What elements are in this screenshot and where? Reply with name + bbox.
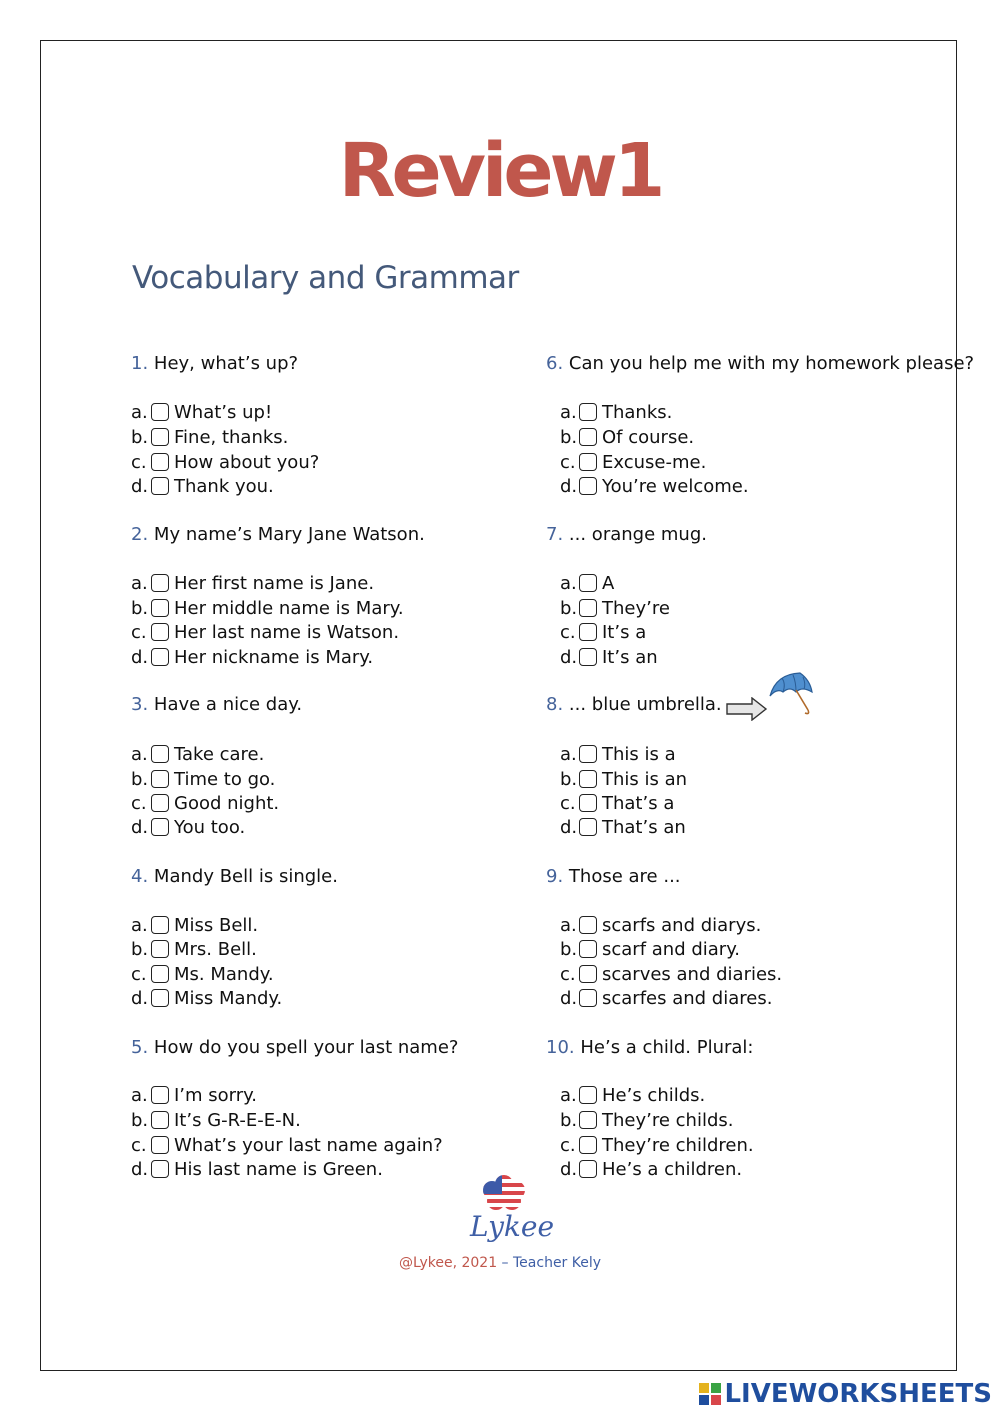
answer-checkbox[interactable] <box>151 1136 169 1154</box>
answer-checkbox[interactable] <box>579 599 597 617</box>
answer-checkbox[interactable] <box>579 965 597 983</box>
question-8 <box>546 694 722 715</box>
answer-checkbox[interactable] <box>151 745 169 763</box>
answer-checkbox[interactable] <box>151 1111 169 1129</box>
option-9d: d. scarfes and diares. <box>560 987 773 1009</box>
option-5a: a. I’m sorry. <box>131 1084 257 1106</box>
answer-checkbox[interactable] <box>579 1086 597 1104</box>
option-5b: b. It’s G-R-E-E-N. <box>131 1109 301 1131</box>
answer-checkbox[interactable] <box>579 477 597 495</box>
question-number: 4. <box>131 866 149 887</box>
option-5c: c. What’s your last name again? <box>131 1134 443 1156</box>
umbrella-icon <box>766 670 816 716</box>
liveworksheets-watermark <box>699 1379 992 1409</box>
option-4d: d. Miss Mandy. <box>131 987 283 1009</box>
answer-checkbox[interactable] <box>151 770 169 788</box>
answer-checkbox[interactable] <box>579 648 597 666</box>
option-2b: b. Her middle name is Mary. <box>131 597 404 619</box>
question-number: 9. <box>546 866 564 887</box>
watermark-text: LIVEWORKSHEETS <box>724 1379 992 1409</box>
question-number: 1. <box>131 353 149 374</box>
arrow-right-icon <box>726 697 768 721</box>
question-10 <box>546 1037 754 1058</box>
answer-checkbox[interactable] <box>151 428 169 446</box>
answer-checkbox[interactable] <box>151 1086 169 1104</box>
question-text: Can you help me with my homework please? <box>568 353 975 374</box>
answer-checkbox[interactable] <box>579 1160 597 1178</box>
question-text: Hey, what’s up? <box>153 353 299 374</box>
answer-checkbox[interactable] <box>579 623 597 641</box>
option-10c: c. They’re children. <box>560 1134 754 1156</box>
question-6 <box>546 353 974 374</box>
option-4c: c. Ms. Mandy. <box>131 963 274 985</box>
liveworksheets-logo-icon <box>699 1383 721 1405</box>
question-number: 5. <box>131 1037 149 1058</box>
option-8a: a. This is a <box>560 743 676 765</box>
answer-checkbox[interactable] <box>151 965 169 983</box>
question-text: Have a nice day. <box>153 694 303 715</box>
answer-checkbox[interactable] <box>151 916 169 934</box>
option-4a: a. Miss Bell. <box>131 914 259 936</box>
option-9b: b. scarf and diary. <box>560 938 741 960</box>
answer-checkbox[interactable] <box>579 453 597 471</box>
answer-checkbox[interactable] <box>151 1160 169 1178</box>
option-10b: b. They’re childs. <box>560 1109 734 1131</box>
option-7a: a. A <box>560 572 615 594</box>
option-10d: d. He’s a children. <box>560 1158 743 1180</box>
option-9c: c. scarves and diaries. <box>560 963 783 985</box>
answer-checkbox[interactable] <box>151 453 169 471</box>
question-number: 3. <box>131 694 149 715</box>
option-1d: d. Thank you. <box>131 475 274 497</box>
answer-checkbox[interactable] <box>151 403 169 421</box>
option-10a: a. He’s childs. <box>560 1084 706 1106</box>
question-1 <box>131 353 298 374</box>
question-text: How do you spell your last name? <box>153 1037 459 1058</box>
answer-checkbox[interactable] <box>579 940 597 958</box>
option-6b: b. Of course. <box>560 426 695 448</box>
question-text: ... blue umbrella. <box>568 694 722 715</box>
question-number: 2. <box>131 524 149 545</box>
option-4b: b. Mrs. Bell. <box>131 938 257 960</box>
option-8b: b. This is an <box>560 768 688 790</box>
option-2c: c. Her last name is Watson. <box>131 621 400 643</box>
question-text: Those are ... <box>568 866 681 887</box>
question-2 <box>131 524 425 545</box>
option-6c: c. Excuse-me. <box>560 451 707 473</box>
option-7c: c. It’s a <box>560 621 647 643</box>
option-6d: d. You’re welcome. <box>560 475 749 497</box>
credit-line: @Lykee, 2021 – Teacher Kely <box>398 1255 602 1271</box>
option-8d: d. That’s an <box>560 816 686 838</box>
answer-checkbox[interactable] <box>151 477 169 495</box>
answer-checkbox[interactable] <box>151 989 169 1007</box>
question-number: 6. <box>546 353 564 374</box>
page-title: Review1 <box>338 128 662 214</box>
question-3 <box>131 694 302 715</box>
question-number: 7. <box>546 524 564 545</box>
answer-checkbox[interactable] <box>579 794 597 812</box>
answer-checkbox[interactable] <box>151 940 169 958</box>
answer-checkbox[interactable] <box>579 818 597 836</box>
answer-checkbox[interactable] <box>579 770 597 788</box>
question-7 <box>546 524 707 545</box>
option-1a: a. What’s up! <box>131 401 273 423</box>
option-8c: c. That’s a <box>560 792 675 814</box>
brand-name: Lykee <box>470 1210 555 1243</box>
option-1c: c. How about you? <box>131 451 320 473</box>
option-5d: d. His last name is Green. <box>131 1158 383 1180</box>
option-7b: b. They’re <box>560 597 670 619</box>
answer-checkbox[interactable] <box>579 916 597 934</box>
option-3c: c. Good night. <box>131 792 280 814</box>
question-9 <box>546 866 681 887</box>
option-9a: a. scarfs and diarys. <box>560 914 762 936</box>
answer-checkbox[interactable] <box>151 648 169 666</box>
answer-checkbox[interactable] <box>151 818 169 836</box>
question-number: 8. <box>546 694 564 715</box>
answer-checkbox[interactable] <box>579 1111 597 1129</box>
flower-flag-logo-icon <box>476 1172 532 1212</box>
option-3a: a. Take care. <box>131 743 265 765</box>
answer-checkbox[interactable] <box>579 403 597 421</box>
option-2d: d. Her nickname is Mary. <box>131 646 374 668</box>
answer-checkbox[interactable] <box>151 574 169 592</box>
section-heading: Vocabulary and Grammar <box>132 260 519 296</box>
question-number: 10. <box>546 1037 575 1058</box>
option-3b: b. Time to go. <box>131 768 276 790</box>
option-2a: a. Her first name is Jane. <box>131 572 375 594</box>
answer-checkbox[interactable] <box>579 574 597 592</box>
answer-checkbox[interactable] <box>151 623 169 641</box>
question-text: Mandy Bell is single. <box>153 866 338 887</box>
answer-checkbox[interactable] <box>579 1136 597 1154</box>
question-4 <box>131 866 338 887</box>
question-5 <box>131 1037 458 1058</box>
answer-checkbox[interactable] <box>579 989 597 1007</box>
option-1b: b. Fine, thanks. <box>131 426 289 448</box>
answer-checkbox[interactable] <box>579 428 597 446</box>
question-text: ... orange mug. <box>568 524 707 545</box>
option-6a: a. Thanks. <box>560 401 673 423</box>
option-7d: d. It’s an <box>560 646 658 668</box>
answer-checkbox[interactable] <box>151 794 169 812</box>
answer-checkbox[interactable] <box>151 599 169 617</box>
question-text: My name’s Mary Jane Watson. <box>153 524 425 545</box>
option-3d: d. You too. <box>131 816 246 838</box>
question-text: He’s a child. Plural: <box>580 1037 754 1058</box>
answer-checkbox[interactable] <box>579 745 597 763</box>
